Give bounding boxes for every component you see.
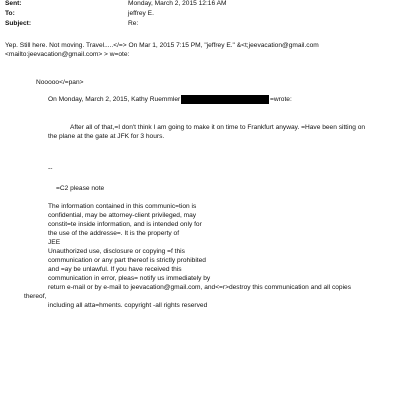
subject-label: Subject: bbox=[5, 20, 32, 27]
quoted-text-line-2: the plane at the gate at JFK for 3 hours. bbox=[48, 133, 165, 140]
notice-line: Unauthorized use, disclosure or copying =f this bbox=[48, 248, 185, 255]
quote-intro-suffix: =wrote: bbox=[270, 96, 292, 103]
notice-line: communication in error, pleas= notify us immediately by bbox=[48, 275, 211, 282]
notice-line: The information contained in this communic=tion is bbox=[48, 203, 197, 210]
ellipsis-line: -- bbox=[48, 165, 53, 172]
reply-line-2: <mailto:jeevacation@gmail.com> > w=ote: bbox=[5, 51, 130, 58]
to-label: To: bbox=[5, 10, 15, 17]
please-note: =C2 please note bbox=[56, 185, 105, 192]
notice-line: constit=te inside information, and is intended only for bbox=[48, 221, 202, 228]
redaction-block bbox=[181, 95, 269, 104]
confidentiality-notice bbox=[24, 203, 393, 311]
email-header bbox=[5, 0, 395, 30]
sent-row bbox=[5, 0, 395, 10]
notice-line: confidential, may be attorney-client privileged, may bbox=[48, 212, 197, 219]
notice-line: return e-mail or by e-mail to jeevacation@gmail.com, and<=r>destroy this communication and all copies bbox=[48, 284, 352, 291]
subject-value: Re: bbox=[128, 20, 139, 27]
quoted-noooo: Nooooo</=pan> bbox=[36, 79, 84, 86]
subject-row bbox=[5, 20, 395, 30]
notice-line: thereof, bbox=[24, 293, 47, 300]
notice-line: including all atta=hments. copyright -all rights reserved bbox=[48, 302, 208, 309]
notice-line: communication or any part thereof is strictly prohibited bbox=[48, 257, 206, 264]
notice-line: JEE bbox=[48, 239, 61, 246]
sent-value: Monday, March 2, 2015 12:16 AM bbox=[128, 0, 227, 7]
quoted-text-line-1: After all of that,=I don't think I am going to make it on time to Frankfurt anyway. =Have been sitting on bbox=[70, 124, 366, 131]
notice-line: the use of the addresse=. It is the property of bbox=[48, 230, 180, 237]
to-row bbox=[5, 10, 395, 20]
to-value: jeffrey E. bbox=[128, 10, 154, 17]
quote-intro-prefix: On Monday, March 2, 2015, Kathy Ruemmler bbox=[48, 96, 181, 103]
sent-label: Sent: bbox=[5, 0, 22, 7]
notice-line: and =ay be unlawful. If you have received this bbox=[48, 266, 182, 273]
reply-line-1: Yep. Still here. Not moving. Travel.....</=> On Mar 1, 2015 7:15 PM, "jeffrey E." &<t;jeevacation@gmail.com bbox=[5, 42, 319, 49]
